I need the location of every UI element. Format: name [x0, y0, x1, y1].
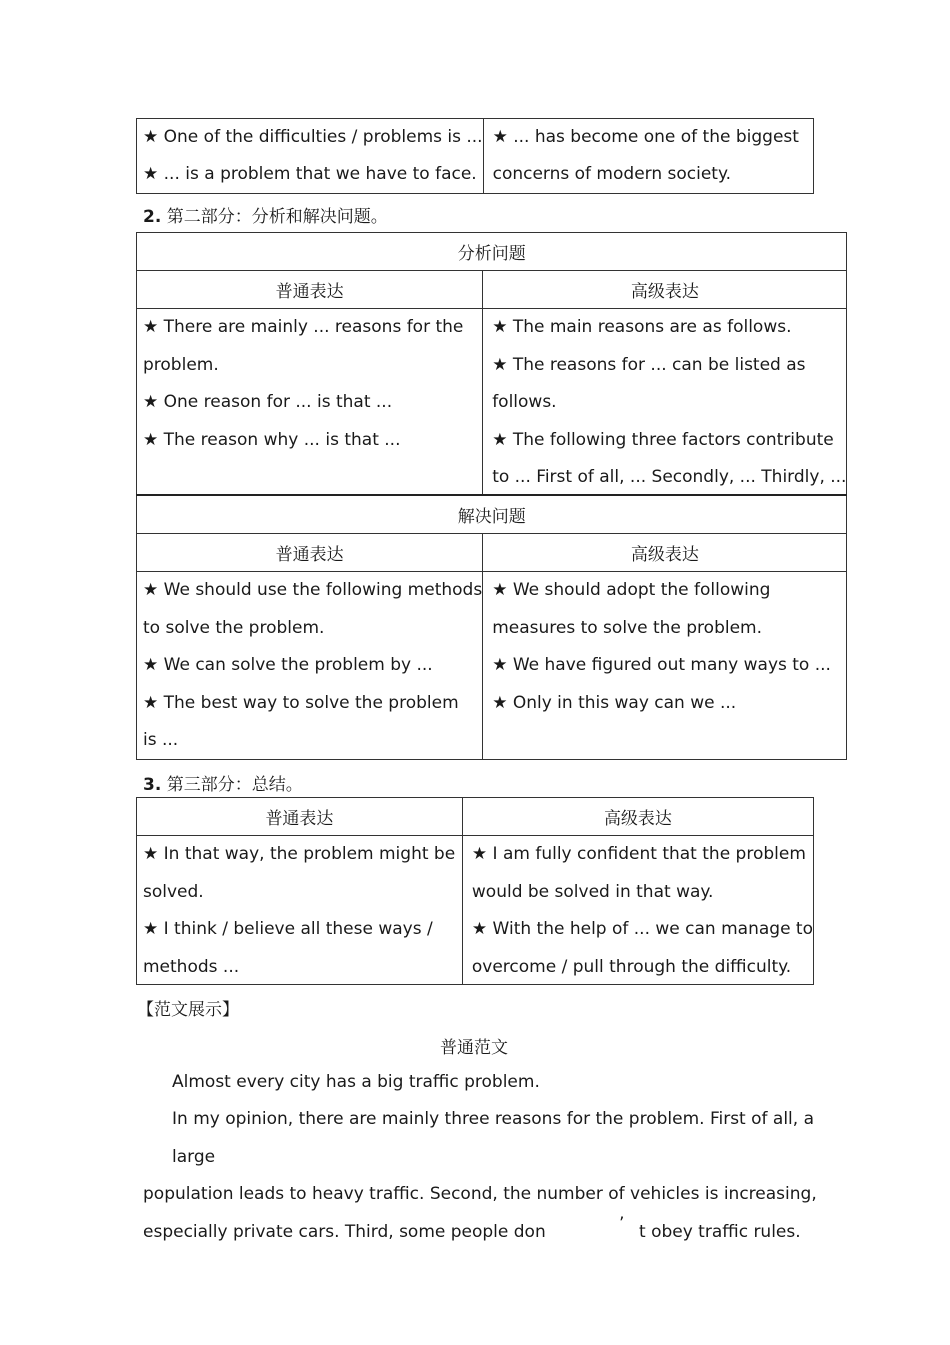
sample-label: 【范文展示】 [137, 1000, 239, 1020]
column-header-advanced: 高级表达 [462, 798, 813, 836]
expression-line: ★ The best way to solve the problem [143, 692, 459, 713]
paragraph-text: especially private cars. Third, some people don [143, 1221, 546, 1242]
paragraph-line: population leads to heavy traffic. Second, the number of vehicles is increasing, [143, 1184, 817, 1204]
analysis-title: 分析问题 [137, 233, 847, 271]
section-2-heading [143, 202, 388, 227]
analysis-advanced-cell [483, 309, 847, 496]
table1-left-cell [137, 119, 484, 194]
sample-title: 普通范文 [440, 1038, 508, 1058]
expression-line: ★ We have figured out many ways to ... [492, 655, 831, 675]
expression-line: ★ We can solve the problem by ... [143, 655, 433, 675]
expression-line: ★ We should use the following methods [143, 580, 483, 600]
paragraph-line [143, 1214, 823, 1252]
expression-line: ★ ... is a problem that we have to face. [143, 164, 477, 184]
expression-line: ★ I am fully confident that the problem [471, 844, 806, 864]
expression-line: to ... First of all, ... Secondly, ... Thirdly, ... [492, 467, 847, 487]
expression-line: would be solved in that way. [471, 881, 714, 902]
conclusion-advanced-cell [462, 836, 813, 985]
solution-title: 解决问题 [137, 495, 847, 534]
expression-line: ★ With the help of ... we can manage to [471, 919, 813, 939]
expression-line: ★ ... has become one of the biggest [492, 127, 799, 147]
table1-right-cell [483, 119, 813, 194]
column-header-common: 普通表达 [137, 534, 483, 572]
intro-expressions-table [136, 118, 814, 194]
expression-line: follows. [492, 392, 557, 412]
expression-line: problem. [143, 354, 219, 375]
column-header-advanced: 高级表达 [483, 534, 847, 572]
sample-paragraph-1: Almost every city has a big traffic problem. [172, 1072, 540, 1092]
analysis-solution-table [136, 232, 847, 760]
expression-line: solved. [143, 881, 204, 902]
expression-line: ★ In that way, the problem might be [143, 844, 456, 864]
expression-line: is ... [143, 730, 179, 750]
expression-line: measures to solve the problem. [492, 617, 763, 638]
solution-advanced-cell [483, 572, 847, 760]
expression-line: overcome / pull through the difficulty. [471, 956, 792, 977]
section-number: 3. [143, 775, 162, 795]
expression-line: ★ Only in this way can we ... [492, 692, 737, 713]
section-title: 第二部分：分析和解决问题。 [166, 207, 388, 227]
paragraph-line: In my opinion, there are mainly three reasons for the problem. First of all, a large [172, 1109, 814, 1167]
column-header-common: 普通表达 [137, 271, 483, 309]
sample-paragraph-2 [143, 1101, 823, 1251]
section-title: 第三部分：总结。 [166, 775, 303, 795]
section-3-heading [143, 770, 303, 795]
expression-line: ★ The reasons for ... can be listed as [492, 354, 806, 375]
apostrophe: ’ [619, 1213, 625, 1234]
expression-line: ★ We should adopt the following [492, 580, 771, 600]
section-number: 2. [143, 207, 162, 227]
solution-common-cell [137, 572, 483, 760]
expression-line: ★ One of the difficulties / problems is ... [143, 127, 483, 147]
expression-line: ★ One reason for ... is that ... [143, 392, 393, 412]
conclusion-common-cell [137, 836, 463, 985]
expression-line: to solve the problem. [143, 617, 325, 638]
expression-line: methods ... [143, 956, 240, 977]
expression-line: ★ I think / believe all these ways / [143, 919, 433, 939]
column-header-advanced: 高级表达 [483, 271, 847, 309]
expression-line: concerns of modern society. [492, 164, 732, 184]
analysis-common-cell [137, 309, 483, 496]
expression-line: ★ The following three factors contribute [492, 429, 834, 450]
expression-line: ★ The main reasons are as follows. [492, 317, 792, 337]
paragraph-text: t obey traffic rules. [639, 1221, 801, 1242]
conclusion-table [136, 797, 814, 985]
column-header-common: 普通表达 [137, 798, 463, 836]
expression-line: ★ There are mainly ... reasons for the [143, 317, 464, 337]
expression-line: ★ The reason why ... is that ... [143, 429, 401, 450]
